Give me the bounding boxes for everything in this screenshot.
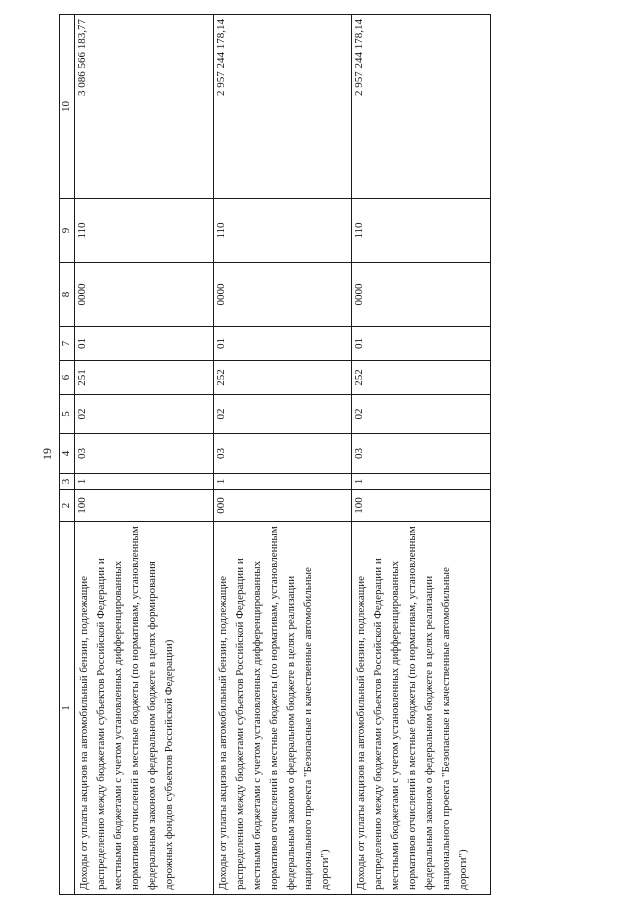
col-header-2: 2 xyxy=(60,490,75,522)
classification-code: 110 xyxy=(352,199,491,263)
element-code: 01 xyxy=(214,327,352,361)
classification-code: 110 xyxy=(75,199,214,263)
subgroup-code: 03 xyxy=(352,434,491,474)
group-code: 1 xyxy=(214,474,352,490)
row-description: Доходы от уплаты акцизов на автомобильный бензин, подлежащие распределению между бюджетами субъектов Российской Федерации и местными бюджетами с учетом установленных дифференцированных нормативов отчислений в местные бюджеты (по нормативам, установленным федеральным законом о федеральном бюджете в целях реализации национального проекта "Безопасные и качественные автомобильные дороги") xyxy=(352,522,491,895)
amount-cell: 3 086 566 183,77 xyxy=(75,15,214,199)
col-header-6: 6 xyxy=(60,361,75,395)
table-row xyxy=(75,15,214,895)
article-code: 02 xyxy=(352,395,491,434)
element-code: 01 xyxy=(352,327,491,361)
table-row xyxy=(214,15,352,895)
row-description: Доходы от уплаты акцизов на автомобильный бензин, подлежащие распределению между бюджетами субъектов Российской Федерации и местными бюджетами с учетом установленных дифференцированных нормативов отчислений в местные бюджеты (по нормативам, установленным федеральным законом о федеральном бюджете в целях реализации национального проекта "Безопасные и качественные автомобильные дороги") xyxy=(214,522,352,895)
table-row xyxy=(352,15,491,895)
subarticle-code: 252 xyxy=(214,361,352,395)
admin-code: 100 xyxy=(75,490,214,522)
admin-code: 000 xyxy=(214,490,352,522)
program-code: 0000 xyxy=(75,263,214,327)
subarticle-code: 251 xyxy=(75,361,214,395)
article-code: 02 xyxy=(75,395,214,434)
col-header-3: 3 xyxy=(60,474,75,490)
col-header-5: 5 xyxy=(60,395,75,434)
row-description: Доходы от уплаты акцизов на автомобильный бензин, подлежащие распределению между бюджетами субъектов Российской Федерации и местными бюджетами с учетом установленных дифференцированных нормативов отчислений в местные бюджеты (по нормативам, установленным федеральным законом о федеральном бюджете в целях формирования дорожных фондов субъектов Российской Федерации) xyxy=(75,522,214,895)
admin-code: 100 xyxy=(352,490,491,522)
group-code: 1 xyxy=(75,474,214,490)
page-number: 19 xyxy=(40,448,54,460)
col-header-9: 9 xyxy=(60,199,75,263)
program-code: 0000 xyxy=(352,263,491,327)
col-header-4: 4 xyxy=(60,434,75,474)
revenue-table xyxy=(59,14,491,895)
col-header-10: 10 xyxy=(60,15,75,199)
element-code: 01 xyxy=(75,327,214,361)
amount-cell: 2 957 244 178,14 xyxy=(352,15,491,199)
program-code: 0000 xyxy=(214,263,352,327)
col-header-8: 8 xyxy=(60,263,75,327)
amount-cell: 2 957 244 178,14 xyxy=(214,15,352,199)
group-code: 1 xyxy=(352,474,491,490)
classification-code: 110 xyxy=(214,199,352,263)
col-header-1: 1 xyxy=(60,522,75,895)
subgroup-code: 03 xyxy=(75,434,214,474)
subgroup-code: 03 xyxy=(214,434,352,474)
header-row xyxy=(60,15,75,895)
article-code: 02 xyxy=(214,395,352,434)
subarticle-code: 252 xyxy=(352,361,491,395)
col-header-7: 7 xyxy=(60,327,75,361)
